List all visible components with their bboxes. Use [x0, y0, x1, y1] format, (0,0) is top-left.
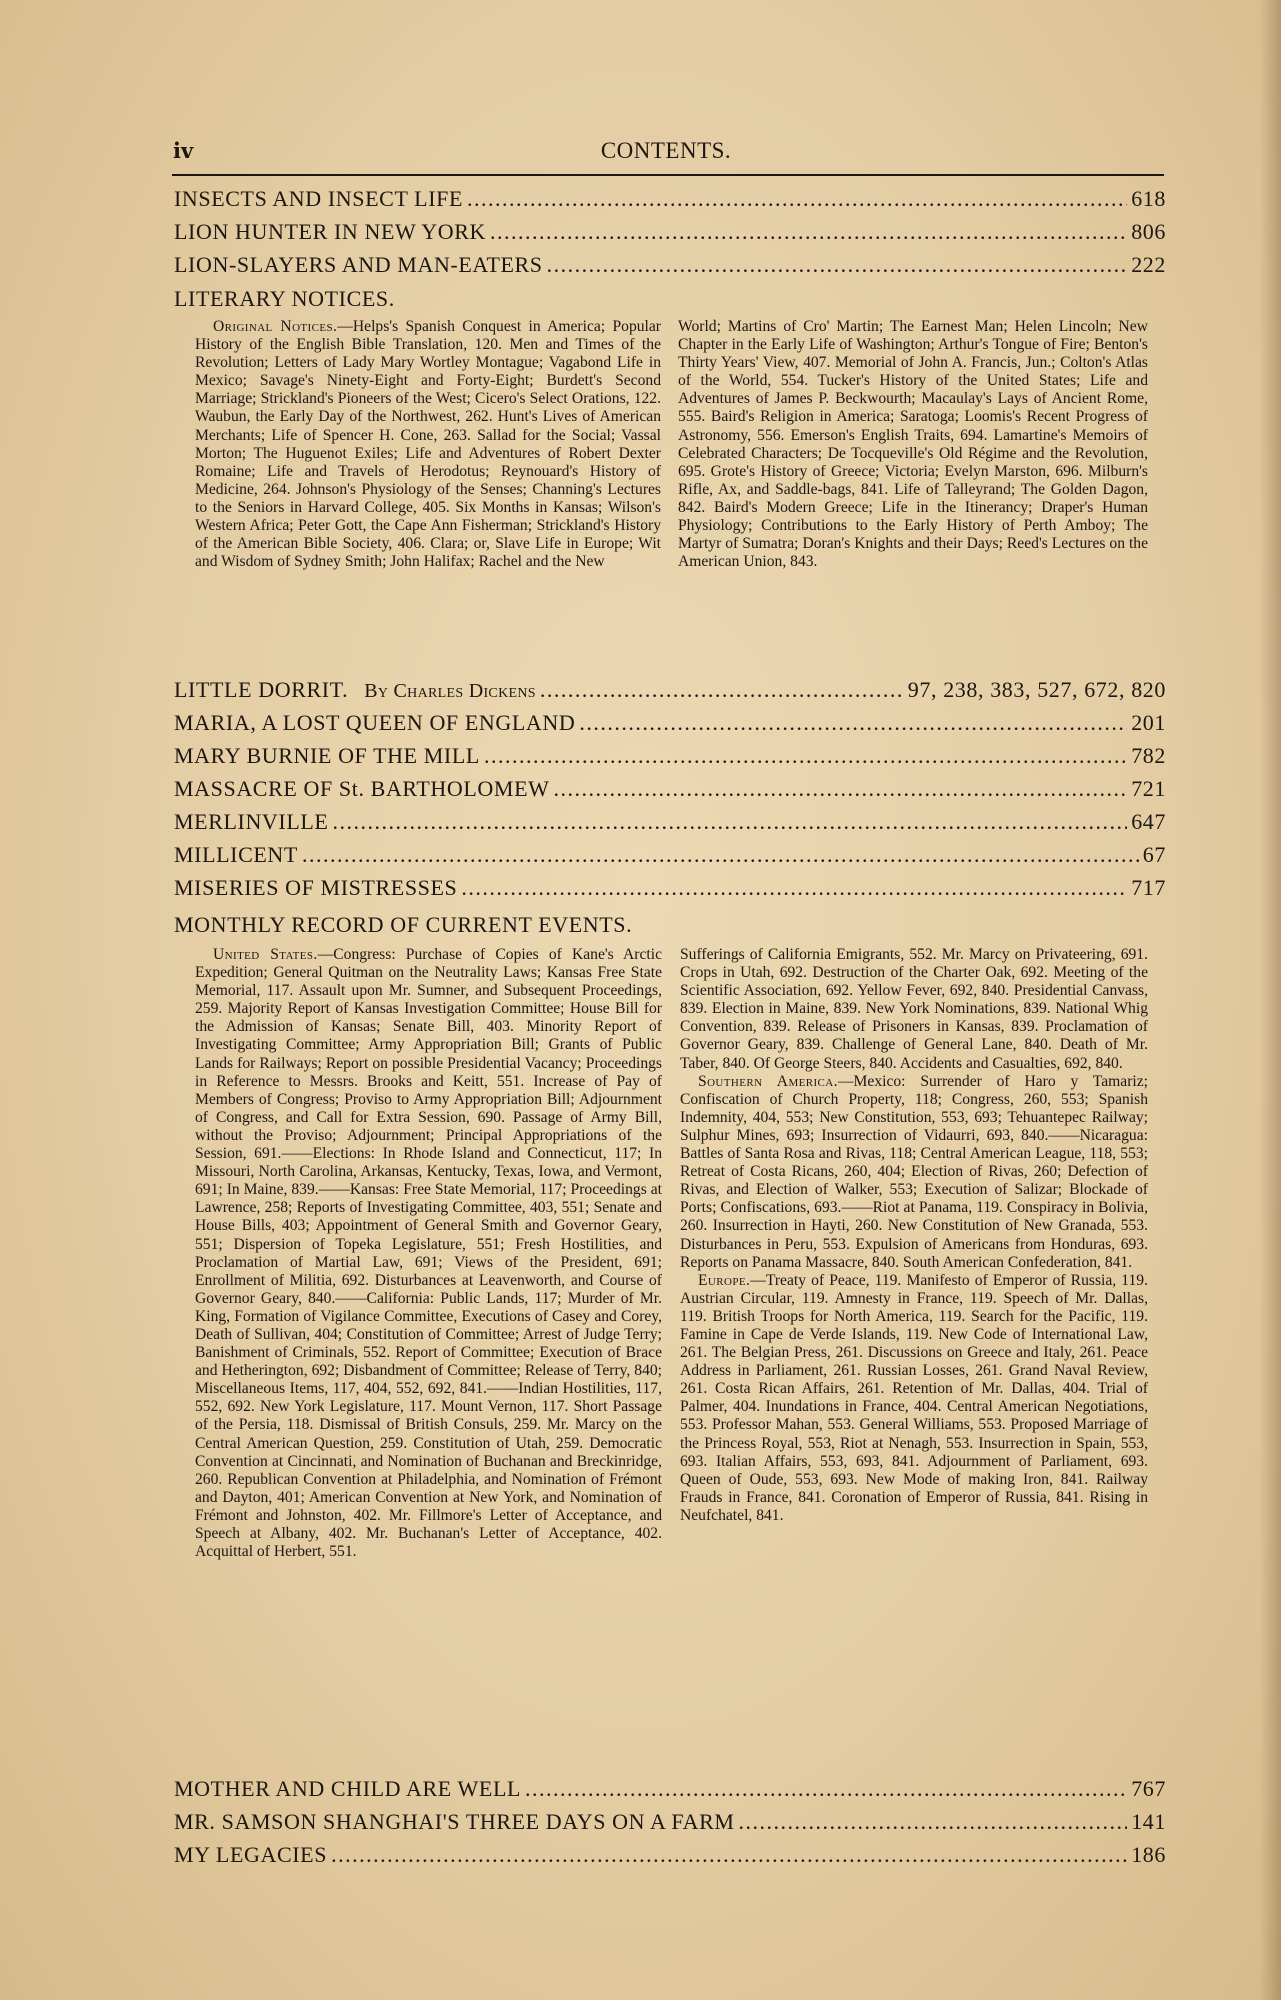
toc-entry — [174, 219, 1166, 251]
entry-title: LITTLE DORRIT. — [174, 677, 349, 702]
entry-byline: By Charles Dickens — [364, 680, 536, 702]
entry-title: LION HUNTER IN NEW YORK — [174, 219, 486, 244]
us-text-left: —Congress: Purchase of Copies of Kane's Arctic Expedition; General Quitman on the Neutrality Laws; Kansas Free State Memorial, 117. Assault upon Mr. Sumner, and Subsequent Proceedings, 259. Majority Report of Kansas Investigation Committee; House Bill for the Admission of Kansas; Senate Bill, 403. Minority Report of Investigating Committee; Army Appropriation Bill; Grants of Public Lands for Railways; Report on possible Presidential Vacancy; Proceedings in Reference to Messrs. Brooks and Keitt, 551. Increase of Pay of Members of Congress; Proviso to Army Appropriation Bill; Adjournment of Congress, and Call for Extra Session, 690. Passage of Army Bill, without the Proviso; Adjournment; Principal Appropriations of the Session, 691.——Elections: In Rhode Island and Connecticut, 117; In Missouri, North Carolina, Arkansas, Kentucky, Texas, Iowa, and Vermont, 691; In Maine, 839.——Kansas: Free State Memorial, 117; Proceedings at Lawrence, 258; Reports of Investigating Committee, 403, 551; Senate and House Bills, 403; Appointment of General Smith and Governor Geary, 551; Dispersion of Topeka Legislature, 551; Fresh Hostilities, and Proclamation of Martial Law, 691; Views of the President, 691; Enrollment of Militia, 692. Disturbances at Leavenworth, and Course of Governor Geary, 840.——California: Public Lands, 117; Murder of Mr. King, Formation of Vigilance Committee, Executions of Casey and Corey, Death of Sullivan, 404; Constitution of Committee; Arrest of Judge Terry; Banishment of Criminals, 552. Report of Committee; Execution of Brace and Hetherington, 692; Disbandment of Committee; Release of Terry, 840; Miscellaneous Items, 117, 404, 552, 692, 841.——Indian Hostilities, 117, 552, 692. New York Legislature, 117. Mount Vernon, 117. Short Passage of the Persia, 118. Dismissal of British Consuls, 259. Mr. Marcy on the Central American Question, 259. Constitution of Utah, 259. Democratic Convention at Cincinnati, and Nomination of Buchanan and Breckinridge, 260. Republican Convention at Philadelphia, and Nomination of Frémont and Dayton, 401; American Convention at New York, and Nomination of Frémont and Johnston, 402. Mr. Fillmore's Letter of Acceptance, and Speech at Albany, 402. Mr. Buchanan's Letter of Acceptance, 402. Acquittal of Herbert, 551. — [195, 946, 662, 1561]
entry-title: MISERIES OF MISTRESSES — [174, 875, 458, 900]
entry-title: INSECTS AND INSECT LIFE — [174, 186, 464, 211]
toc-entry — [174, 677, 1166, 709]
entry-page: 806 — [1131, 219, 1166, 244]
toc-entry — [174, 809, 1166, 841]
dot-leader — [331, 1842, 1127, 1868]
monthly-column-right — [680, 946, 1148, 1525]
us-label: United States. — [213, 946, 318, 963]
entry-title: MY LEGACIES — [174, 1842, 328, 1867]
entry-title: MASSACRE OF St. BARTHOLOMEW — [174, 776, 550, 801]
entry-page: 647 — [1131, 809, 1166, 834]
dot-leader — [553, 776, 1127, 802]
running-head: CONTENTS. — [600, 138, 732, 163]
dot-leader — [484, 743, 1127, 769]
toc-entry — [174, 842, 1166, 874]
dot-leader — [547, 252, 1128, 278]
entry-title: MARY BURNIE OF THE MILL — [174, 743, 480, 768]
literary-text-right: World; Martins of Cro' Martin; The Earnest Man; Helen Lincoln; New Chapter in the Early Life of Washington; Arthur's Tongue of Fire; Benton's Thirty Years' View, 407. Memorial of John A. Francis, Jun.; Colton's Atlas of the World, 554. Tucker's History of the United States; Life and Adventures of James P. Beckwourth; Macaulay's Lays of Ancient Rome, 555. Baird's Religion in America; Saratoga; Loomis's Recent Progress of Astronomy, 556. Emerson's English Traits, 694. Lamartine's Memoirs of Celebrated Characters; De Tocqueville's Old Régime and the Revolution, 695. Grote's History of Greece; Victoria; Evelyn Marston, 696. Milburn's Rifle, Ax, and Saddle-bags, 841. Life of Talleyrand; The Golden Dagon, 842. Baird's Modern Greece; Life in the Itinerancy; Draper's Human Physiology; Contributions to the Early History of Perth Amboy; The Martyr of Sumatra; Doran's Knights and their Days; Reed's Lectures on the American Union, 843. — [678, 318, 1148, 571]
dot-leader — [461, 875, 1127, 901]
entry-page: 717 — [1131, 875, 1166, 900]
section-heading-literary: LITERARY NOTICES. — [174, 286, 395, 311]
literary-text-left: —Helps's Spanish Conquest in America; Popular History of the English Bible Translation, 120. Men and Times of the Revolution; Letters of Lady Mary Wortley Montague; Vagabond Life in Mexico; Savage's Ninety-Eight and Forty-Eight; Burdett's Second Marriage; Strickland's Pioneers of the West; Cicero's Select Orations, 122. Waubun, the Early Day of the Northwest, 262. Hunt's Lives of American Merchants; Life of Spencer H. Cone, 263. Sallad for the Social; Vassal Morton; The Huguenot Exiles; Life and Adventures of Robert Dexter Romaine; Life and Travels of Herodotus; Reynouard's History of Medicine, 264. Johnson's Physiology of the Senses; Channing's Lectures to the Seniors in Harvard College, 405. Six Months in Kansas; Wilson's Western Africa; Peter Gott, the Cape Ann Fisherman; Strickland's History of the American Bible Society, 406. Clara; or, Slave Life in Europe; Wit and Wisdom of Sydney Smith; John Halifax; Rachel and the New — [195, 318, 661, 571]
dot-leader — [467, 186, 1127, 212]
toc-entry — [174, 710, 1166, 742]
toc-entry — [174, 1842, 1166, 1874]
entry-page: 141 — [1131, 1809, 1166, 1834]
entry-page: 67 — [1142, 842, 1166, 867]
literary-column-left — [195, 318, 661, 571]
monthly-column-left — [195, 946, 662, 1561]
literary-column-right — [678, 318, 1148, 571]
dot-leader — [525, 1776, 1127, 1802]
entry-title: MILLICENT — [174, 842, 298, 867]
entry-page: 721 — [1131, 776, 1166, 801]
literary-label: Original Notices. — [213, 318, 338, 335]
toc-entry — [174, 1809, 1166, 1841]
entry-page: 618 — [1131, 186, 1166, 211]
entry-page: 782 — [1131, 743, 1166, 768]
toc-entry — [174, 186, 1166, 218]
entry-title: LION-SLAYERS AND MAN-EATERS — [174, 252, 543, 277]
entry-title: MARIA, A LOST QUEEN OF ENGLAND — [174, 710, 576, 735]
toc-entry — [174, 875, 1166, 907]
dot-leader — [302, 842, 1139, 868]
sa-label: Southern America. — [698, 1072, 838, 1090]
header-rule — [172, 174, 1164, 176]
section-heading-monthly: MONTHLY RECORD OF CURRENT EVENTS. — [174, 912, 633, 937]
eu-label: Europe. — [698, 1271, 751, 1289]
toc-entry — [174, 743, 1166, 775]
entry-title: MOTHER AND CHILD ARE WELL — [174, 1776, 522, 1801]
entry-page: 201 — [1131, 710, 1166, 735]
dot-leader — [332, 809, 1127, 835]
toc-entry — [174, 1776, 1166, 1808]
folio: iv — [173, 138, 194, 163]
sa-text: —Mexico: Surrender of Haro y Tamariz; Confiscation of Church Property, 118; Congress, 260, 553; Spanish Indemnity, 404, 553; New Constitution, 553, 693; Tehuantepec Railway; Sulphur Mines, 693; Insurrection of Vidaurri, 693, 840.——Nicaragua: Battles of Santa Rosa and Rivas, 118; Central American League, 118, 553; Retreat of Costa Ricans, 260, 404; Election of Rivas, 260; Defection of Rivas, and Election of Walker, 553; Execution of Salizar; Blockade of Ports; Confiscations, 693.——Riot at Panama, 119. Conspiracy in Bolivia, 260. Insurrection in Hayti, 260. New Constitution of New Granada, 553. Disturbances in Peru, 553. Expulsion of Americans from Honduras, 693. Reports on Panama Massacre, 840. South American Confederation, 841. — [680, 1072, 1148, 1271]
eu-text: —Treaty of Peace, 119. Manifesto of Emperor of Russia, 119. Austrian Circular, 119. Amnesty in France, 119. Speech of Mr. Dallas, 119. British Troops for North America, 119. Search for the Pacific, 119. Famine in Cape de Verde Islands, 119. New Code of International Law, 261. The Belgian Press, 261. Discussions on Greece and Italy, 261. Peace Address in Parliament, 261. Russian Losses, 261. Grand Naval Review, 261. Costa Rican Affairs, 261. Retention of Mr. Dallas, 404. Trial of Palmer, 404. Inundations in France, 404. Central American Negotiations, 553. Professor Mahan, 553. General Williams, 553. Proposed Marriage of the Princess Royal, 553, Riot at Nenagh, 553. Insurrection in Spain, 553, 693. Italian Affairs, 553, 693, 841. Adjournment of Parliament, 693. Queen of Oude, 553, 693. New Mode of making Iron, 841. Railway Frauds in France, 841. Coronation of Emperor of Russia, 841. Rising in Neufchatel, 841. — [680, 1271, 1148, 1524]
dot-leader — [540, 677, 904, 703]
toc-entry — [174, 252, 1166, 284]
toc-entry — [174, 776, 1166, 808]
us-text-right: Sufferings of California Emigrants, 552. Mr. Marcy on Privateering, 691. Crops in Utah, 692. Destruction of the Charter Oak, 692. Meeting of the Scientific Association, 692. Yellow Fever, 692, 840. Presidential Canvass, 839. Election in Maine, 839. New York Nominations, 839. National Whig Convention, 839. Release of Prisoners in Kansas, 839. Proclamation of Governor Geary, 839. Challenge of General Lane, 840. Death of Mr. Taber, 840. Of George Steers, 840. Accidents and Casualties, 692, 840. — [680, 946, 1148, 1072]
dot-leader — [579, 710, 1127, 736]
entry-title: MR. SAMSON SHANGHAI'S THREE DAYS ON A FARM — [174, 1809, 735, 1834]
dot-leader — [490, 219, 1127, 245]
entry-page: 186 — [1131, 1842, 1166, 1867]
entry-page: 767 — [1131, 1776, 1166, 1801]
dot-leader — [739, 1809, 1128, 1835]
entry-page: 222 — [1131, 252, 1166, 277]
entry-title: MERLINVILLE — [174, 809, 329, 834]
entry-page: 97, 238, 383, 527, 672, 820 — [907, 677, 1166, 702]
